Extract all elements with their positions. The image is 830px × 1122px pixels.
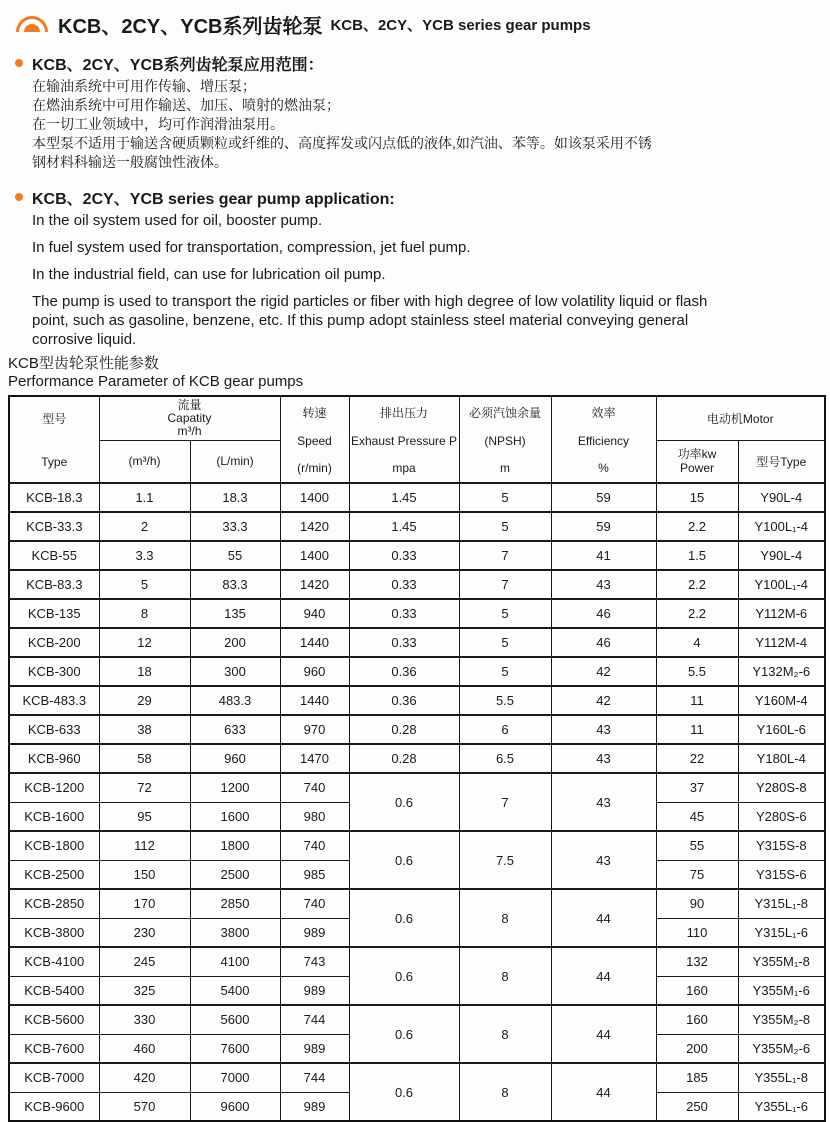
- cell-capacity-m3h: 72: [99, 773, 190, 802]
- table-row: [9, 715, 825, 744]
- cell-npsh: 8: [459, 947, 551, 1005]
- table-row: [9, 512, 825, 541]
- cell-capacity-lmin: 18.3: [190, 483, 280, 512]
- body-line: In fuel system used for transportation, compression, jet fuel pump.: [32, 239, 471, 256]
- cell-pressure: 0.6: [349, 947, 459, 1005]
- col-header-unit: m: [500, 461, 510, 475]
- cell-capacity-m3h: 95: [99, 802, 190, 831]
- cell-capacity-m3h: 2: [99, 512, 190, 541]
- cell-motor-type: Y355M₁-8: [738, 947, 825, 976]
- cell-power: 90: [656, 889, 738, 918]
- cell-capacity-m3h: 58: [99, 744, 190, 773]
- cell-speed: 740: [280, 831, 349, 860]
- table-row: [9, 599, 825, 628]
- cell-efficiency: 44: [551, 1005, 656, 1063]
- cell-model: KCB-33.3: [9, 512, 99, 541]
- cell-efficiency: 46: [551, 599, 656, 628]
- cell-power: 37: [656, 773, 738, 802]
- cell-pressure: 0.28: [349, 744, 459, 773]
- cell-npsh: 7: [459, 541, 551, 570]
- cell-pressure: 0.36: [349, 657, 459, 686]
- cell-capacity-lmin: 4100: [190, 947, 280, 976]
- cell-motor-type: Y355L₁-8: [738, 1063, 825, 1092]
- col-header-label: 型号: [42, 412, 67, 426]
- cell-efficiency: 43: [551, 744, 656, 773]
- cell-capacity-lmin: 960: [190, 744, 280, 773]
- table-row: [9, 686, 825, 715]
- cell-model: KCB-83.3: [9, 570, 99, 599]
- cell-efficiency: 43: [551, 715, 656, 744]
- cell-speed: 960: [280, 657, 349, 686]
- cell-speed: 744: [280, 1005, 349, 1034]
- cell-speed: 744: [280, 1063, 349, 1092]
- col-header-unit: (r/min): [297, 461, 332, 475]
- cell-capacity-m3h: 570: [99, 1092, 190, 1121]
- cell-motor-type: Y355M₂-8: [738, 1005, 825, 1034]
- cell-speed: 740: [280, 773, 349, 802]
- body-line: corrosive liquid.: [32, 331, 137, 348]
- cell-capacity-lmin: 300: [190, 657, 280, 686]
- cell-model: KCB-3800: [9, 918, 99, 947]
- cell-speed: 970: [280, 715, 349, 744]
- cell-capacity-lmin: 5600: [190, 1005, 280, 1034]
- cell-speed: 743: [280, 947, 349, 976]
- cell-capacity-m3h: 18: [99, 657, 190, 686]
- cell-model: KCB-960: [9, 744, 99, 773]
- cell-model: KCB-7600: [9, 1034, 99, 1063]
- table-row: [9, 773, 825, 802]
- col-header-capacity: [99, 396, 280, 440]
- cell-power: 11: [656, 715, 738, 744]
- cell-motor-type: Y355M₁-6: [738, 976, 825, 1005]
- cell-motor-type: Y90L-4: [738, 541, 825, 570]
- cell-power: 200: [656, 1034, 738, 1063]
- cell-speed: 1420: [280, 512, 349, 541]
- cell-capacity-lmin: 483.3: [190, 686, 280, 715]
- cell-motor-type: Y180L-4: [738, 744, 825, 773]
- cell-motor-type: Y315S-6: [738, 860, 825, 889]
- cell-speed: 1440: [280, 628, 349, 657]
- cell-model: KCB-1600: [9, 802, 99, 831]
- cell-pressure: 0.6: [349, 1063, 459, 1121]
- table-row: [9, 947, 825, 976]
- bullet-icon: [15, 193, 23, 201]
- col-header-unit: mpa: [392, 461, 416, 475]
- col-header-type: [9, 396, 99, 483]
- cell-power: 110: [656, 918, 738, 947]
- cell-motor-type: Y112M-4: [738, 628, 825, 657]
- cell-efficiency: 59: [551, 512, 656, 541]
- cell-speed: 989: [280, 918, 349, 947]
- col-header-unit: m³/h: [177, 423, 202, 438]
- cell-model: KCB-55: [9, 541, 99, 570]
- cell-capacity-lmin: 55: [190, 541, 280, 570]
- cell-motor-type: Y160L-6: [738, 715, 825, 744]
- cell-capacity-m3h: 12: [99, 628, 190, 657]
- cell-speed: 989: [280, 976, 349, 1005]
- cell-npsh: 7.5: [459, 831, 551, 889]
- cell-capacity-lmin: 33.3: [190, 512, 280, 541]
- col-header-label: Capatity: [167, 410, 212, 425]
- cell-efficiency: 43: [551, 773, 656, 831]
- cell-power: 250: [656, 1092, 738, 1121]
- col-header-speed: [280, 396, 349, 483]
- table-row: [9, 831, 825, 860]
- cell-motor-type: Y355M₂-6: [738, 1034, 825, 1063]
- cell-pressure: 0.33: [349, 628, 459, 657]
- page-title-en: KCB、2CY、YCB series gear pumps: [330, 16, 591, 34]
- cell-motor-type: Y90L-4: [738, 483, 825, 512]
- cell-efficiency: 42: [551, 657, 656, 686]
- body-line: 在输油系统中可用作传输、增压泵；: [32, 78, 256, 94]
- cell-capacity-lmin: 2850: [190, 889, 280, 918]
- section-heading-text: KCB、2CY、YCB series gear pump application:: [32, 190, 395, 208]
- cell-capacity-lmin: 3800: [190, 918, 280, 947]
- cell-motor-type: Y280S-6: [738, 802, 825, 831]
- cell-motor-type: Y315S-8: [738, 831, 825, 860]
- body-line: 在燃油系统中可用作输送、加压、喷射的燃油泵；: [32, 97, 340, 113]
- cell-capacity-m3h: 1.1: [99, 483, 190, 512]
- cell-motor-type: Y315L₁-6: [738, 918, 825, 947]
- cell-power: 22: [656, 744, 738, 773]
- cell-power: 185: [656, 1063, 738, 1092]
- cell-speed: 1400: [280, 483, 349, 512]
- col-header-npsh: [459, 396, 551, 483]
- cell-model: KCB-9600: [9, 1092, 99, 1121]
- cell-capacity-m3h: 29: [99, 686, 190, 715]
- cell-capacity-m3h: 150: [99, 860, 190, 889]
- col-header-motor-power: [656, 440, 738, 483]
- table-row: [9, 483, 825, 512]
- brand-arc-icon: [16, 16, 48, 33]
- cell-power: 15: [656, 483, 738, 512]
- cell-capacity-m3h: 325: [99, 976, 190, 1005]
- cell-motor-type: Y280S-8: [738, 773, 825, 802]
- cell-efficiency: 41: [551, 541, 656, 570]
- cell-pressure: 0.6: [349, 889, 459, 947]
- application-en-body: [32, 211, 822, 349]
- cell-model: KCB-18.3: [9, 483, 99, 512]
- col-header-label: 效率: [591, 406, 616, 420]
- cell-speed: 1440: [280, 686, 349, 715]
- body-line: In the oil system used for oil, booster pump.: [32, 212, 323, 229]
- cell-model: KCB-5400: [9, 976, 99, 1005]
- cell-model: KCB-5600: [9, 1005, 99, 1034]
- section-heading-text: KCB、2CY、YCB系列齿轮泵应用范围：: [32, 56, 324, 74]
- col-header-label: Efficiency: [577, 434, 630, 448]
- cell-power: 45: [656, 802, 738, 831]
- cell-power: 11: [656, 686, 738, 715]
- cell-pressure: 0.33: [349, 541, 459, 570]
- cell-model: KCB-2500: [9, 860, 99, 889]
- cell-efficiency: 59: [551, 483, 656, 512]
- cell-efficiency: 42: [551, 686, 656, 715]
- cell-motor-type: Y160M-4: [738, 686, 825, 715]
- table-row: [9, 570, 825, 599]
- col-header-label: (NPSH): [484, 434, 526, 448]
- col-header-exhaust-pressure: [349, 396, 459, 483]
- cell-speed: 989: [280, 1034, 349, 1063]
- cell-power: 160: [656, 1005, 738, 1034]
- body-line: point, such as gasoline, benzene, etc. If this pump adopt stainless steel material conveying general: [32, 312, 689, 329]
- cell-npsh: 7: [459, 773, 551, 831]
- cell-capacity-lmin: 7600: [190, 1034, 280, 1063]
- cell-model: KCB-1200: [9, 773, 99, 802]
- cell-npsh: 6.5: [459, 744, 551, 773]
- body-line: 本型泵不适用于输送含硬质颗粒或纤维的、高度挥发或闪点低的液体,如汽油、苯等。如该泵采用不锈: [32, 135, 652, 151]
- cell-model: KCB-200: [9, 628, 99, 657]
- page-title-row: [8, 10, 822, 38]
- cell-power: 4: [656, 628, 738, 657]
- cell-motor-type: Y315L₁-8: [738, 889, 825, 918]
- cell-capacity-m3h: 38: [99, 715, 190, 744]
- cell-npsh: 7: [459, 570, 551, 599]
- table-row: [9, 744, 825, 773]
- body-line: In the industrial field, can use for lubrication oil pump.: [32, 266, 386, 283]
- cell-power: 55: [656, 831, 738, 860]
- cell-power: 75: [656, 860, 738, 889]
- performance-table-body: [9, 483, 825, 1121]
- col-header-capacity-lmin: (L/min): [190, 440, 280, 483]
- cell-speed: 740: [280, 889, 349, 918]
- cell-npsh: 8: [459, 889, 551, 947]
- section-heading-application-zh: [8, 52, 822, 74]
- cell-capacity-m3h: 170: [99, 889, 190, 918]
- col-header-label: 必须汽蚀余量: [468, 406, 541, 420]
- cell-capacity-lmin: 633: [190, 715, 280, 744]
- cell-capacity-lmin: 5400: [190, 976, 280, 1005]
- cell-capacity-lmin: 83.3: [190, 570, 280, 599]
- bullet-icon: [15, 59, 23, 67]
- cell-capacity-m3h: 230: [99, 918, 190, 947]
- cell-speed: 1470: [280, 744, 349, 773]
- cell-npsh: 5: [459, 657, 551, 686]
- col-header-label: Power: [679, 461, 714, 476]
- cell-npsh: 8: [459, 1005, 551, 1063]
- col-header-label: 功率kw: [677, 447, 717, 462]
- cell-pressure: 0.33: [349, 599, 459, 628]
- table-row: [9, 1063, 825, 1092]
- col-header-label: Type: [41, 455, 68, 469]
- cell-capacity-lmin: 135: [190, 599, 280, 628]
- col-header-motor-type: 型号Type: [738, 440, 825, 483]
- cell-pressure: 0.6: [349, 1005, 459, 1063]
- cell-capacity-lmin: 1600: [190, 802, 280, 831]
- cell-efficiency: 46: [551, 628, 656, 657]
- cell-power: 2.2: [656, 512, 738, 541]
- cell-model: KCB-2850: [9, 889, 99, 918]
- cell-model: KCB-4100: [9, 947, 99, 976]
- cell-speed: 989: [280, 1092, 349, 1121]
- cell-capacity-lmin: 1200: [190, 773, 280, 802]
- cell-model: KCB-1800: [9, 831, 99, 860]
- col-header-label: 转速: [302, 406, 327, 420]
- cell-speed: 1420: [280, 570, 349, 599]
- cell-speed: 1400: [280, 541, 349, 570]
- col-header-capacity-m3h: (m³/h): [99, 440, 190, 483]
- col-header-label: 排出压力: [379, 406, 428, 420]
- cell-pressure: 1.45: [349, 483, 459, 512]
- col-header-motor: 电动机Motor: [656, 396, 825, 440]
- cell-efficiency: 44: [551, 1063, 656, 1121]
- cell-capacity-lmin: 7000: [190, 1063, 280, 1092]
- cell-power: 1.5: [656, 541, 738, 570]
- cell-speed: 940: [280, 599, 349, 628]
- cell-efficiency: 44: [551, 889, 656, 947]
- cell-npsh: 5: [459, 599, 551, 628]
- table-row: [9, 1005, 825, 1034]
- cell-capacity-m3h: 330: [99, 1005, 190, 1034]
- table-caption-en: Performance Parameter of KCB gear pumps: [8, 373, 304, 390]
- cell-capacity-m3h: 420: [99, 1063, 190, 1092]
- cell-efficiency: 44: [551, 947, 656, 1005]
- cell-npsh: 5: [459, 628, 551, 657]
- cell-capacity-m3h: 112: [99, 831, 190, 860]
- table-row: [9, 541, 825, 570]
- cell-motor-type: Y355L₁-6: [738, 1092, 825, 1121]
- body-line: The pump is used to transport the rigid particles or fiber with high degree of low volatility liquid or flash: [32, 293, 708, 310]
- table-row: [9, 628, 825, 657]
- cell-npsh: 8: [459, 1063, 551, 1121]
- cell-capacity-lmin: 2500: [190, 860, 280, 889]
- cell-npsh: 5.5: [459, 686, 551, 715]
- cell-pressure: 0.33: [349, 570, 459, 599]
- col-header-label: Speed: [297, 434, 332, 448]
- cell-speed: 985: [280, 860, 349, 889]
- cell-pressure: 1.45: [349, 512, 459, 541]
- cell-capacity-m3h: 5: [99, 570, 190, 599]
- cell-pressure: 0.6: [349, 773, 459, 831]
- cell-motor-type: Y100L₁-4: [738, 512, 825, 541]
- cell-motor-type: Y100L₁-4: [738, 570, 825, 599]
- cell-model: KCB-7000: [9, 1063, 99, 1092]
- cell-capacity-m3h: 245: [99, 947, 190, 976]
- cell-npsh: 6: [459, 715, 551, 744]
- cell-model: KCB-135: [9, 599, 99, 628]
- cell-model: KCB-633: [9, 715, 99, 744]
- cell-power: 160: [656, 976, 738, 1005]
- cell-speed: 980: [280, 802, 349, 831]
- cell-capacity-m3h: 3.3: [99, 541, 190, 570]
- cell-npsh: 5: [459, 512, 551, 541]
- cell-power: 5.5: [656, 657, 738, 686]
- col-header-label: Exhaust Pressure P: [350, 434, 458, 448]
- col-header-unit: %: [598, 461, 609, 475]
- table-caption-zh: KCB型齿轮泵性能参数: [8, 355, 159, 372]
- body-paragraph: [32, 292, 822, 349]
- cell-motor-type: Y132M₂-6: [738, 657, 825, 686]
- table-row: [9, 657, 825, 686]
- cell-pressure: 0.36: [349, 686, 459, 715]
- body-line: 在一切工业领域中，均可作润滑油泵用。: [32, 116, 284, 132]
- cell-model: KCB-483.3: [9, 686, 99, 715]
- cell-capacity-lmin: 1800: [190, 831, 280, 860]
- cell-pressure: 0.28: [349, 715, 459, 744]
- body-line: 钢材料科输送一般腐蚀性液体。: [32, 154, 228, 170]
- application-zh-body: [32, 77, 822, 172]
- cell-pressure: 0.6: [349, 831, 459, 889]
- page-title-zh: KCB、2CY、YCB系列齿轮泵: [58, 15, 323, 38]
- cell-power: 132: [656, 947, 738, 976]
- cell-capacity-lmin: 9600: [190, 1092, 280, 1121]
- cell-capacity-m3h: 460: [99, 1034, 190, 1063]
- cell-efficiency: 43: [551, 831, 656, 889]
- cell-capacity-m3h: 8: [99, 599, 190, 628]
- performance-table: [8, 395, 826, 1122]
- cell-motor-type: Y112M-6: [738, 599, 825, 628]
- table-row: [9, 889, 825, 918]
- cell-capacity-lmin: 200: [190, 628, 280, 657]
- col-header-efficiency: [551, 396, 656, 483]
- cell-power: 2.2: [656, 570, 738, 599]
- cell-power: 2.2: [656, 599, 738, 628]
- cell-model: KCB-300: [9, 657, 99, 686]
- col-header-label: 流量: [177, 397, 202, 412]
- section-heading-application-en: [8, 186, 822, 208]
- cell-efficiency: 43: [551, 570, 656, 599]
- cell-npsh: 5: [459, 483, 551, 512]
